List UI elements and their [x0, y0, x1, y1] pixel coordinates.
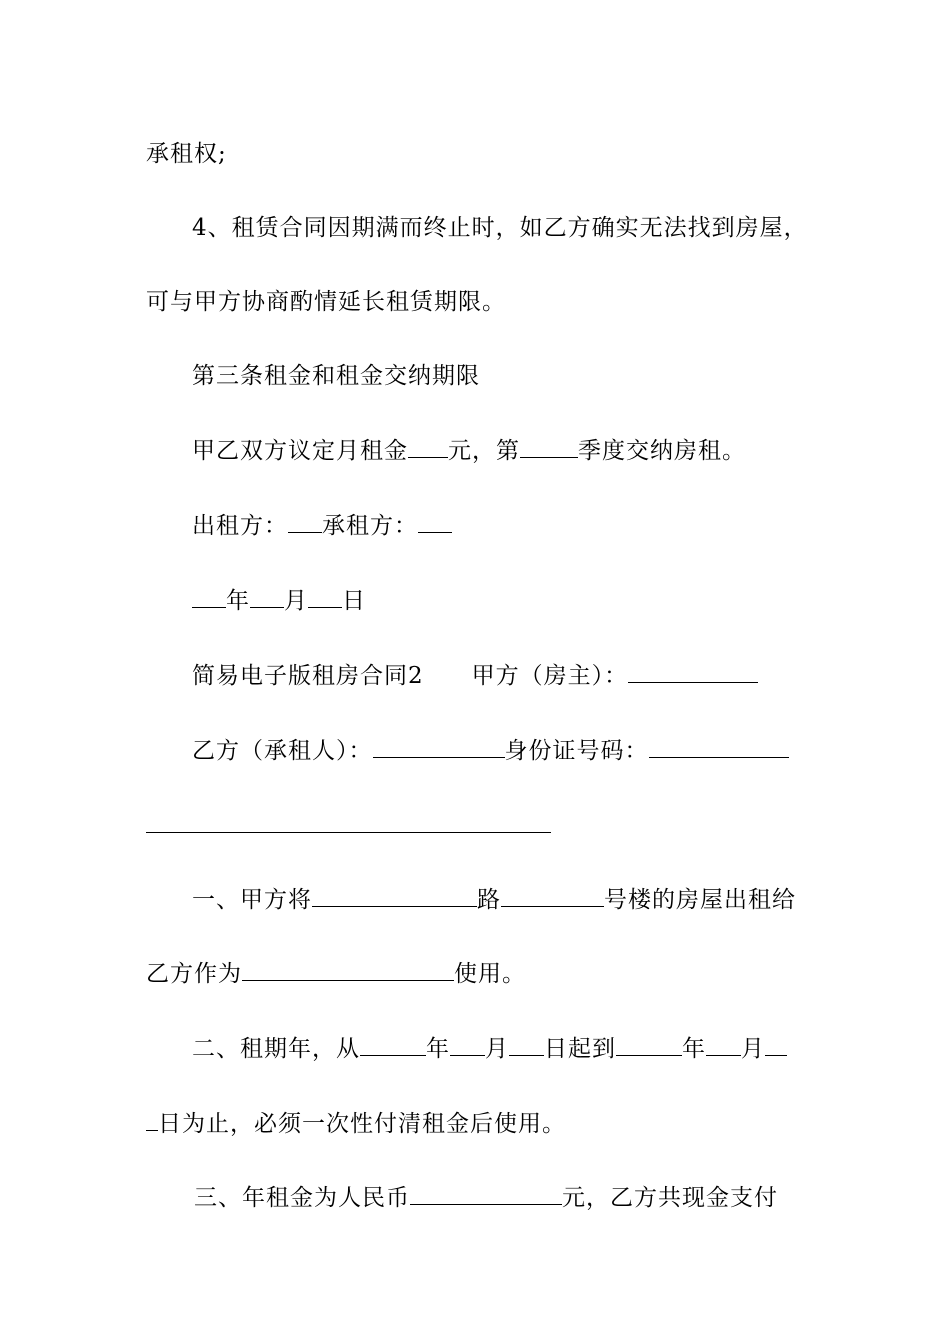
text: 4、租赁合同因期满而终止时，如乙方确实无法找到房屋， — [192, 215, 808, 241]
paragraph-lease-right — [146, 139, 227, 169]
paragraph-monthly-rent — [192, 435, 746, 466]
clause-2-cont — [146, 1108, 566, 1139]
text: 元，乙方共现金支付 — [562, 1185, 778, 1211]
text: 日 — [342, 588, 366, 614]
text: 甲方（房主）： — [471, 663, 629, 689]
blank-field — [649, 735, 789, 758]
blank-line — [146, 810, 551, 841]
text: 可与甲方协商酌情延长租赁期限。 — [146, 289, 506, 315]
date-line — [192, 585, 366, 616]
blank-field — [765, 1033, 787, 1056]
text: 月 — [485, 1036, 509, 1062]
clause-2 — [192, 1033, 787, 1064]
blank-field — [360, 1033, 426, 1056]
blank-field — [373, 735, 505, 758]
blank-field — [509, 1033, 544, 1056]
clause-1 — [192, 884, 796, 915]
blank-field — [242, 958, 454, 981]
text: 甲乙双方议定月租金 — [192, 438, 408, 464]
blank-field — [192, 585, 226, 608]
paragraph-clause-4 — [192, 213, 808, 243]
text: 使用。 — [454, 961, 526, 987]
heading-text: 第三条租金和租金交纳期限 — [192, 363, 480, 389]
clause-1-cont — [146, 958, 526, 989]
text: 一、甲方将 — [192, 887, 312, 913]
text: 号楼的房屋出租给 — [604, 887, 796, 913]
text: 年 — [682, 1036, 706, 1062]
blank-field — [520, 435, 578, 458]
paragraph-clause-4-cont — [146, 287, 506, 317]
text: 身份证号码： — [504, 738, 649, 764]
blank-field — [312, 884, 477, 907]
blank-field — [146, 810, 551, 833]
text: 承租方： — [322, 513, 418, 539]
title-text: 简易电子版租房合同2 — [192, 663, 424, 689]
blank-field — [410, 1182, 562, 1205]
party-b-line — [192, 735, 789, 766]
blank-field — [628, 660, 758, 683]
blank-field — [408, 435, 448, 458]
text: 二、租期年，从 — [192, 1036, 360, 1062]
blank-field — [450, 1033, 485, 1056]
text: 承租权; — [146, 141, 227, 167]
text: 日起到 — [544, 1036, 616, 1062]
blank-field — [308, 585, 342, 608]
text: 月 — [284, 588, 308, 614]
text: 出租方： — [192, 513, 288, 539]
contract-title-line — [192, 660, 758, 691]
blank-field — [501, 884, 604, 907]
text: 季度交纳房租。 — [578, 438, 746, 464]
signature-line — [192, 510, 452, 541]
text: 三、年租金为人民币 — [194, 1185, 410, 1211]
blank-field — [706, 1033, 741, 1056]
text: 元，第 — [448, 438, 520, 464]
clause-3 — [194, 1182, 778, 1213]
text: 路 — [477, 887, 501, 913]
text: 日为止，必须一次性付清租金后使用。 — [158, 1111, 566, 1137]
blank-field — [288, 510, 322, 533]
blank-field — [146, 1108, 158, 1131]
text: 年 — [226, 588, 250, 614]
text: 月 — [741, 1036, 765, 1062]
blank-field — [418, 510, 452, 533]
text: 乙方作为 — [146, 961, 242, 987]
blank-field — [616, 1033, 682, 1056]
text: 年 — [426, 1036, 450, 1062]
blank-field — [250, 585, 284, 608]
text: 乙方（承租人）： — [192, 738, 373, 764]
section-heading-rent — [192, 361, 480, 391]
